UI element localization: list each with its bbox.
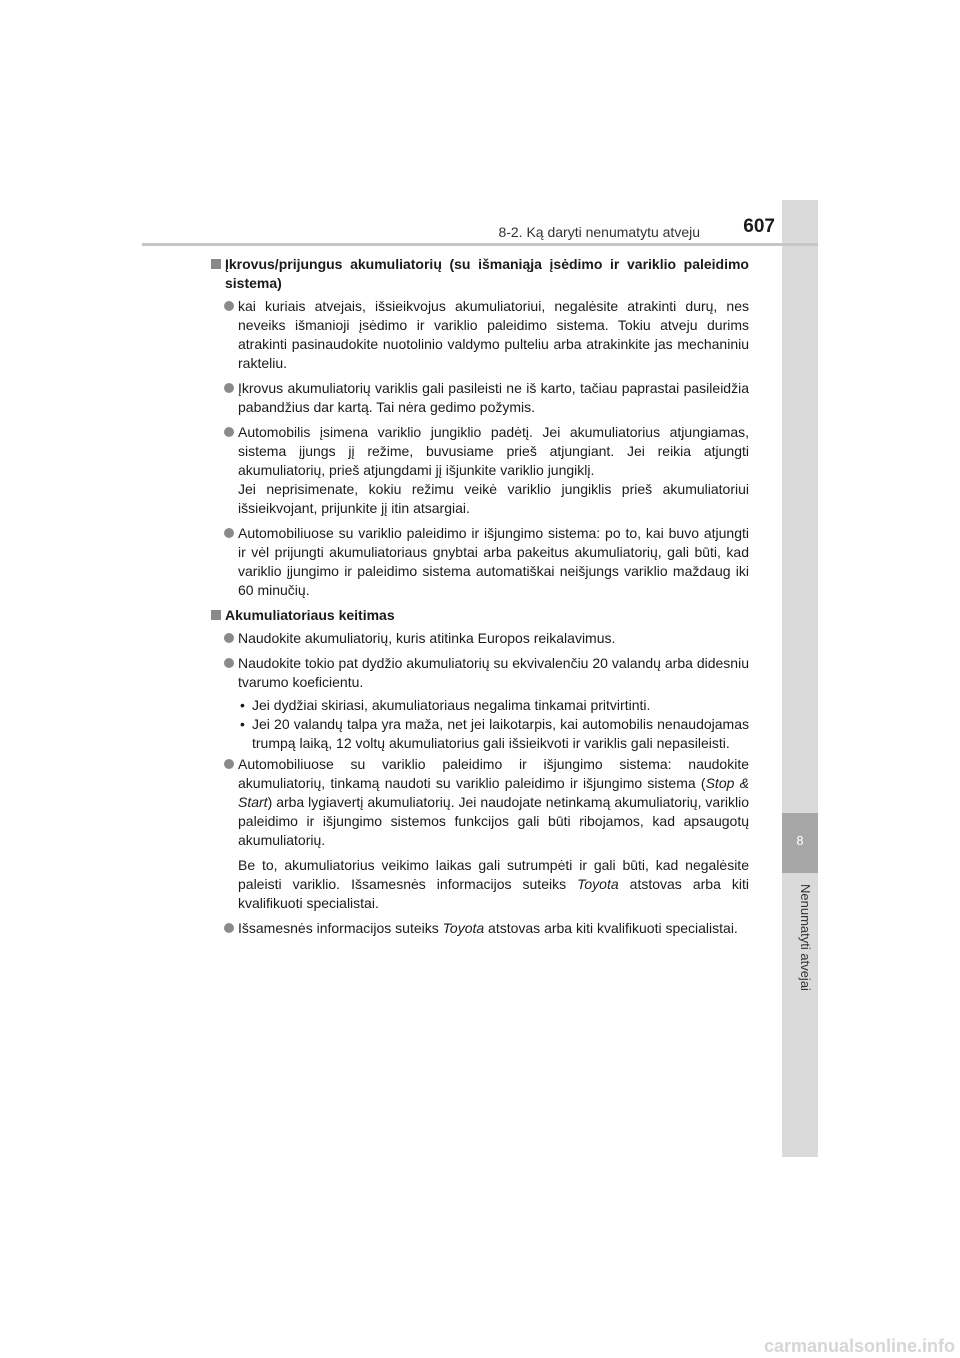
square-bullet-icon: [211, 610, 221, 620]
list-item: [211, 654, 749, 692]
circle-bullet-icon: [224, 383, 234, 393]
text-part: atstovas arba kiti kvalifikuoti specialistai.: [238, 876, 749, 911]
heading-text: Akumuliatoriaus keitimas: [225, 607, 395, 623]
dot-mark: •: [240, 716, 245, 732]
section-heading-replacement: [211, 606, 749, 625]
square-bullet-icon: [211, 259, 221, 269]
sub-item-text: Jei 20 valandų talpa yra maža, net jei laikotarpis, kai automobilis nenaudojamas trumpą laiką, 12 voltų akumuliatorius gali išsieikvoti ir variklis gali nepasileisti.: [252, 716, 749, 751]
circle-bullet-icon: [224, 923, 234, 933]
list-item-text: [238, 919, 749, 938]
text-part: Be to, akumuliatorius veikimo laikas gali sutrumpėti ir gali būti, kad negalėsite paleisti variklio. Išsamesnės informacijos suteiks: [238, 857, 749, 892]
circle-bullet-icon: [224, 301, 234, 311]
list-item-text: kai kuriais atvejais, išsieikvojus akumuliatoriui, negalėsite atrakinti durų, nes neveiks išmanioji įsėdimo ir variklio paleidimo sistema. Tokiu atveju durims atrakinti pasinaudokite nuotolinio valdymo pulteliu arba atrakinkite jas mechaniniu rakteliu.: [238, 298, 749, 371]
sub-item-text: Jei dydžiai skiriasi, akumuliatoriaus negalima tinkamai pritvirtinti.: [252, 697, 651, 713]
list-item-extra-text: [238, 856, 749, 913]
system-name: Stop & Start: [238, 775, 749, 810]
list-item-extra-text: Jei neprisimenate, kokiu režimu veikė variklio jungiklis prieš akumuliatoriui išsieikvojant, prijunkite jį itin atsargiai.: [238, 481, 749, 516]
list-item: [211, 379, 749, 417]
list-item-text: Naudokite tokio pat dydžio akumuliatorių su ekvivalenčiu 20 valandų arba didesniu tvarumo koeficientu.: [238, 655, 749, 690]
section-title: 8-2. Ką daryti nenumatytu atveju: [498, 224, 700, 240]
circle-bullet-icon: [224, 658, 234, 668]
list-item: [211, 919, 749, 938]
sub-list-item: [211, 696, 749, 715]
sub-list-item: [211, 715, 749, 753]
chapter-number-tab: [782, 813, 818, 873]
circle-bullet-icon: [224, 528, 234, 538]
page-number: 607: [743, 216, 775, 237]
list-item: [211, 297, 749, 373]
list-item-text: Automobiliuose su variklio paleidimo ir išjungimo sistema: po to, kai buvo atjungti ir vėl prijungti akumuliatoriaus gnybtai arba pakeitus akumuliatorių, gali būti, kad variklio įjungimo ir paleidimo sistema automatiškai neišjungs variklio maždaug iki 60 minučių.: [238, 525, 749, 598]
watermark: carmanualsonline.info: [763, 1336, 955, 1356]
text-part: atstovas arba kiti kvalifikuoti specialistai.: [484, 920, 738, 936]
section-heading-charging: [211, 255, 749, 293]
text-part: Automobiliuose su variklio paleidimo ir išjungimo sistema: naudokite akumuliatorių, tinkamą naudoti su variklio paleidimo ir išjungimo sistema (: [238, 756, 749, 791]
circle-bullet-icon: [224, 633, 234, 643]
chapter-label: Nenumatyti atvejai: [798, 884, 813, 991]
list-item-text: Automobilis įsimena variklio jungiklio padėtį. Jei akumuliatorius atjungiamas, sistema įjungs jį režime, buvusiame prieš atjungiant. Jei reikia atjungti akumuliatorių, prieš atjungdami jį išjunkite variklio jungiklį.: [238, 424, 749, 478]
list-item: [211, 423, 749, 518]
chapter-number: 8: [796, 833, 804, 848]
list-item-text: Įkrovus akumuliatorių variklis gali pasileisti ne iš karto, tačiau paprastai pasileidžia pabandžius dar kartą. Tai nėra gedimo požymis.: [238, 380, 749, 415]
dot-mark: •: [240, 697, 245, 713]
list-item: [211, 629, 749, 648]
page-content: [211, 255, 749, 944]
brand-name: Toyota: [577, 876, 619, 892]
header-rule: [142, 243, 818, 246]
text-part: ) arba lygiavertį akumuliatorių. Jei naudojate netinkamą akumuliatorių, variklio paleidimo ir išjungimo sistemos funkcijos gali būti ribojamos, kad apsaugotų akumuliatorių.: [238, 794, 749, 848]
text-part: Išsamesnės informacijos suteiks: [238, 920, 443, 936]
list-item: [211, 524, 749, 600]
list-item: [211, 755, 749, 913]
circle-bullet-icon: [224, 759, 234, 769]
list-item-text: Naudokite akumuliatorių, kuris atitinka Europos reikalavimus.: [238, 630, 616, 646]
heading-text: Įkrovus/prijungus akumuliatorių (su išmaniąja įsėdimo ir variklio paleidimo sistema): [225, 256, 749, 291]
circle-bullet-icon: [224, 427, 234, 437]
brand-name: Toyota: [442, 920, 485, 936]
sub-list: [211, 696, 749, 753]
list-item-text: [238, 755, 749, 850]
